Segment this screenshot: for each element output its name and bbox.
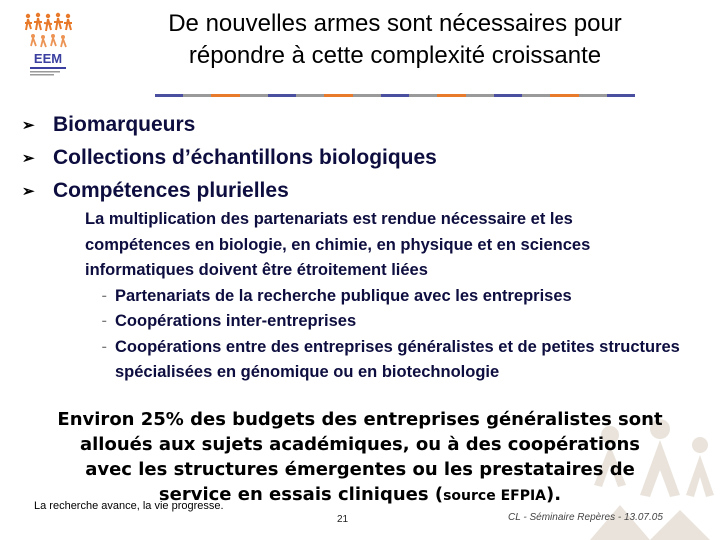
divider-segment [437, 94, 465, 97]
divider-segment [409, 94, 437, 97]
bullet-list [22, 108, 437, 207]
divider-segment [579, 94, 607, 97]
sub-item-text: Coopérations entre des entreprises généralistes et de petites structures spécialisées en génomique ou en biotechnologie [115, 337, 680, 381]
source-label: source EFPIA [443, 488, 547, 504]
bullet-text: Compétences plurielles [53, 178, 289, 202]
arrow-bullet-icon: ➢ [22, 116, 35, 134]
highlight-line: alloués aux sujets académiques, ou à des coopérations [79, 434, 640, 455]
slide-title [90, 8, 700, 72]
dash-marker: - [101, 337, 107, 356]
slide-title-line-2: répondre à cette complexité croissante [188, 42, 602, 69]
leem-logo-icon [22, 10, 74, 78]
dash-marker: - [101, 286, 107, 305]
bullet-item [22, 108, 437, 141]
divider-segment [494, 94, 522, 97]
highlight-text: service en essais cliniques ( [158, 484, 444, 505]
logo [22, 10, 74, 78]
divider-segment [381, 94, 409, 97]
highlight-statement [20, 407, 700, 509]
paragraph-line: La multiplication des partenariats est rendue nécessaire et les [85, 210, 573, 228]
divider-segment [353, 94, 381, 97]
highlight-line: Environ 25% des budgets des entreprises généralistes sont [57, 409, 663, 430]
arrow-bullet-icon: ➢ [22, 149, 35, 167]
divider-segment [268, 94, 296, 97]
sub-item [85, 309, 705, 335]
divider-segment [550, 94, 578, 97]
divider-segment [240, 94, 268, 97]
sub-item [85, 335, 705, 386]
sub-item [85, 284, 705, 310]
footer-event: CL - Séminaire Repères - 13.07.05 [508, 512, 663, 523]
arrow-bullet-icon: ➢ [22, 182, 35, 200]
highlight-line: avec les structures émergentes ou les prestataires de [85, 459, 635, 480]
highlight-text-end: ). [546, 484, 562, 505]
sub-item-text: Partenariats de la recherche publique avec les entreprises [115, 286, 572, 305]
paragraph-line: compétences en biologie, en chimie, en physique et en sciences [85, 235, 591, 254]
paragraph-line: informatiques doivent être étroitement liées [85, 261, 428, 279]
page-number: 21 [337, 514, 349, 525]
bullet-item [22, 174, 437, 207]
divider-segment [522, 94, 550, 97]
bullet-item [22, 141, 437, 174]
divider-segment [607, 94, 635, 97]
title-divider [155, 94, 635, 97]
dash-marker: - [101, 312, 107, 330]
divider-segment [466, 94, 494, 97]
bullet-text: Biomarqueurs [53, 112, 196, 136]
divider-segment [211, 94, 239, 97]
footer-tagline: La recherche avance, la vie progresse. [34, 500, 224, 512]
divider-segment [183, 94, 211, 97]
bullet-text: Collections d’échantillons biologiques [53, 145, 437, 169]
slide-title-line-1: De nouvelles armes sont nécessaires pour [168, 10, 622, 37]
paragraph-block [85, 207, 705, 386]
divider-segment [155, 94, 183, 97]
logo-text: EEM [33, 51, 63, 66]
divider-segment [296, 94, 324, 97]
sub-item-text: Coopérations inter-entreprises [115, 312, 357, 330]
divider-segment [324, 94, 352, 97]
